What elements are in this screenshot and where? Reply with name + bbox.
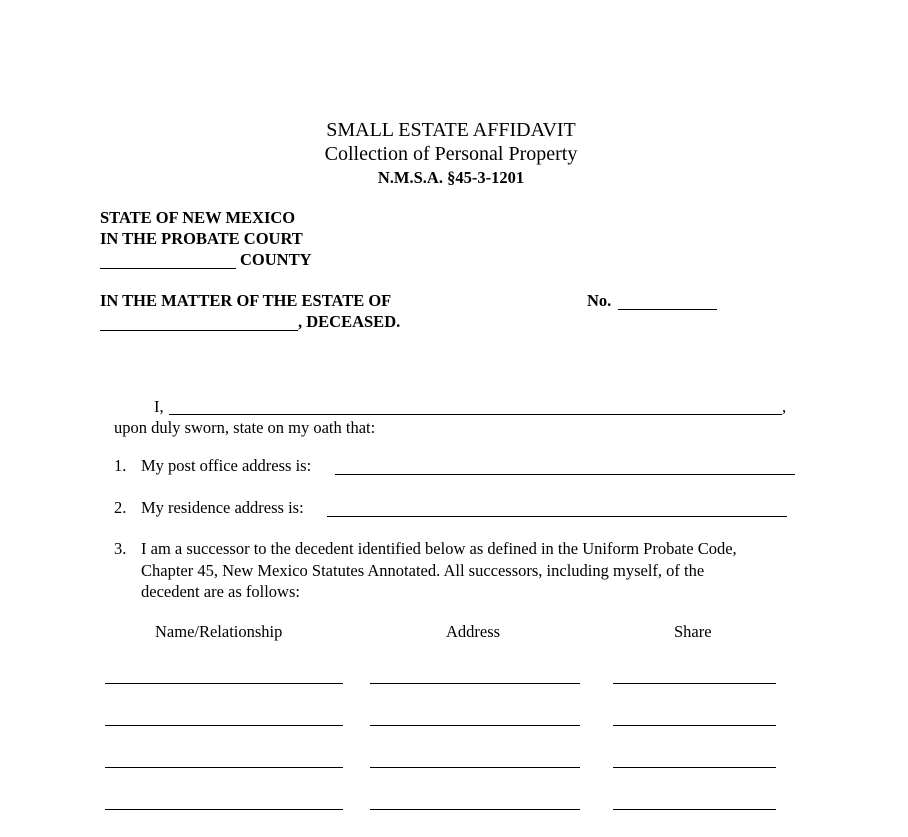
document-title: SMALL ESTATE AFFIDAVIT — [326, 119, 576, 141]
affiant-i-label: I, — [154, 397, 164, 416]
post-office-address-blank[interactable] — [335, 474, 795, 475]
successor-address-blank[interactable] — [370, 809, 580, 810]
successor-share-blank[interactable] — [613, 767, 776, 768]
item2-number: 2. — [114, 498, 127, 517]
successor-share-blank[interactable] — [613, 683, 776, 684]
county-label: COUNTY — [240, 250, 312, 269]
oath-statement: upon duly sworn, state on my oath that: — [114, 418, 376, 437]
statute-citation: N.M.S.A. §45-3-1201 — [377, 168, 525, 187]
item1-label: My post office address is: — [141, 456, 312, 475]
estate-of-heading: IN THE MATTER OF THE ESTATE OF — [100, 291, 392, 310]
successor-address-blank[interactable] — [370, 725, 580, 726]
affiant-name-blank[interactable] — [169, 414, 782, 415]
successor-address-blank[interactable] — [370, 767, 580, 768]
state-heading: STATE OF NEW MEXICO — [100, 208, 296, 227]
case-number-blank[interactable] — [618, 309, 717, 310]
column-header-address: Address — [446, 622, 501, 641]
deceased-label: , DECEASED. — [298, 312, 401, 331]
case-number-label: No. — [587, 291, 612, 310]
court-heading: IN THE PROBATE COURT — [100, 229, 303, 248]
successor-name-blank[interactable] — [105, 683, 343, 684]
decedent-name-blank[interactable] — [100, 330, 298, 331]
successor-share-blank[interactable] — [613, 809, 776, 810]
item3-line1: I am a successor to the decedent identified below as defined in the Uniform Probate Code, — [141, 539, 737, 558]
column-header-share: Share — [674, 622, 712, 641]
item3-line2: Chapter 45, New Mexico Statutes Annotated. All successors, including myself, of the — [141, 561, 705, 580]
affiant-comma: , — [782, 397, 787, 416]
item1-number: 1. — [114, 456, 127, 475]
successor-name-blank[interactable] — [105, 725, 343, 726]
successor-share-blank[interactable] — [613, 725, 776, 726]
successor-name-blank[interactable] — [105, 809, 343, 810]
document-subtitle: Collection of Personal Property — [324, 143, 578, 165]
county-blank[interactable] — [100, 268, 236, 269]
item3-number: 3. — [114, 539, 127, 558]
column-header-name-relationship: Name/Relationship — [155, 622, 283, 641]
successor-name-blank[interactable] — [105, 767, 343, 768]
item2-label: My residence address is: — [141, 498, 304, 517]
residence-address-blank[interactable] — [327, 516, 787, 517]
successor-address-blank[interactable] — [370, 683, 580, 684]
item3-line3: decedent are as follows: — [141, 582, 300, 601]
